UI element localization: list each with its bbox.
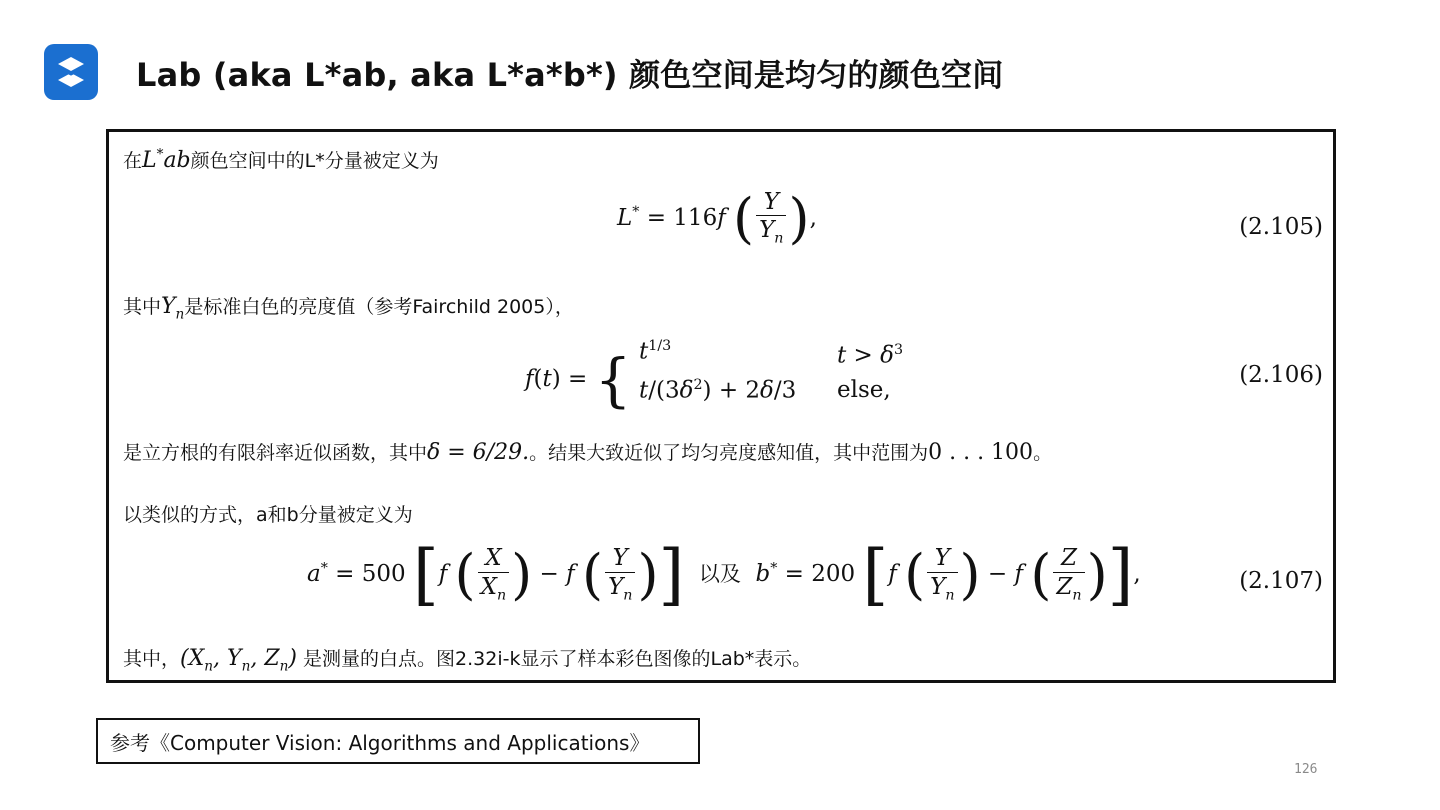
text-line-2 xyxy=(123,292,574,322)
title-latin: Lab (aka L*ab, aka L*a*b*) xyxy=(136,56,630,94)
l3-math2: 0 . . . 100 xyxy=(928,440,1034,465)
page-number: 126 xyxy=(1294,762,1318,777)
reference-text: 参考《Computer Vision: Algorithms and Applications》 xyxy=(110,730,650,755)
equation-2-105: L* = 116f ( $\frac{Y}{Y_n}$ ), xyxy=(617,186,817,250)
l3-mid: 。结果大致近似了均匀亮度感知值，其中范围为 xyxy=(529,442,929,464)
l2-pre: 其中 xyxy=(123,296,162,318)
equation-number-2-107: (2.107) xyxy=(1239,568,1323,594)
l5-post: 是测量的白点。图2.32i-k显示了样本彩色图像的Lab*表示。 xyxy=(297,648,812,670)
l1-pre: 在 xyxy=(123,150,143,172)
equation-2-106-cond1: $t > \delta^3$ xyxy=(837,342,904,369)
equation-number-2-106: (2.106) xyxy=(1239,362,1323,388)
title-cjk: 颜色空间是均匀的颜色空间 xyxy=(629,58,1004,94)
text-line-4: 以类似的方式，a和b分量被定义为 xyxy=(123,504,413,526)
l3-pre: 是立方根的有限斜率近似函数，其中 xyxy=(123,442,428,464)
l2-math: $Y_n$ xyxy=(161,294,185,323)
equation-2-106-case1: $t^{1/3}$ xyxy=(639,338,672,365)
text-line-1 xyxy=(123,146,439,173)
l3-math: δ = 6/29. xyxy=(427,440,530,465)
slide-title xyxy=(136,50,1003,95)
l3-post: 。 xyxy=(1033,442,1053,464)
text-line-5 xyxy=(123,644,811,674)
equation-2-106: f(t) = { xyxy=(525,346,632,414)
equation-2-107: a* = 500 [f ( $\frac{X}{X_n}$ ) − f ( $\frac{Y}{Y_n}$ )] 以及 b* = 200 [f ( $\frac{Y}{Y_n}$ ) − f ( $\frac{Z}{Z_n}$ )], xyxy=(307,536,1141,613)
eq3-connector: 以及 xyxy=(698,562,741,586)
l1-post: 颜色空间中的L*分量被定义为 xyxy=(190,150,439,172)
equation-2-106-cond2: else, xyxy=(837,377,891,403)
l1-math: L*ab xyxy=(142,146,191,173)
l5-math: ($X_n$, $Y_n$, $Z_n$) xyxy=(180,646,297,675)
s-logo-icon xyxy=(44,44,98,100)
logo-glyph xyxy=(53,54,89,90)
definition-box xyxy=(106,129,1336,683)
l2-post: 是标准白色的亮度值（参考Fairchild 2005）， xyxy=(184,296,574,318)
l5-pre: 其中， xyxy=(123,648,181,670)
text-line-3 xyxy=(123,438,1052,465)
reference-citation xyxy=(96,718,700,764)
equation-2-106-case2: $t/(3\delta^2) + 2\delta/3$ xyxy=(639,377,797,404)
equation-number-2-105: (2.105) xyxy=(1239,214,1323,240)
